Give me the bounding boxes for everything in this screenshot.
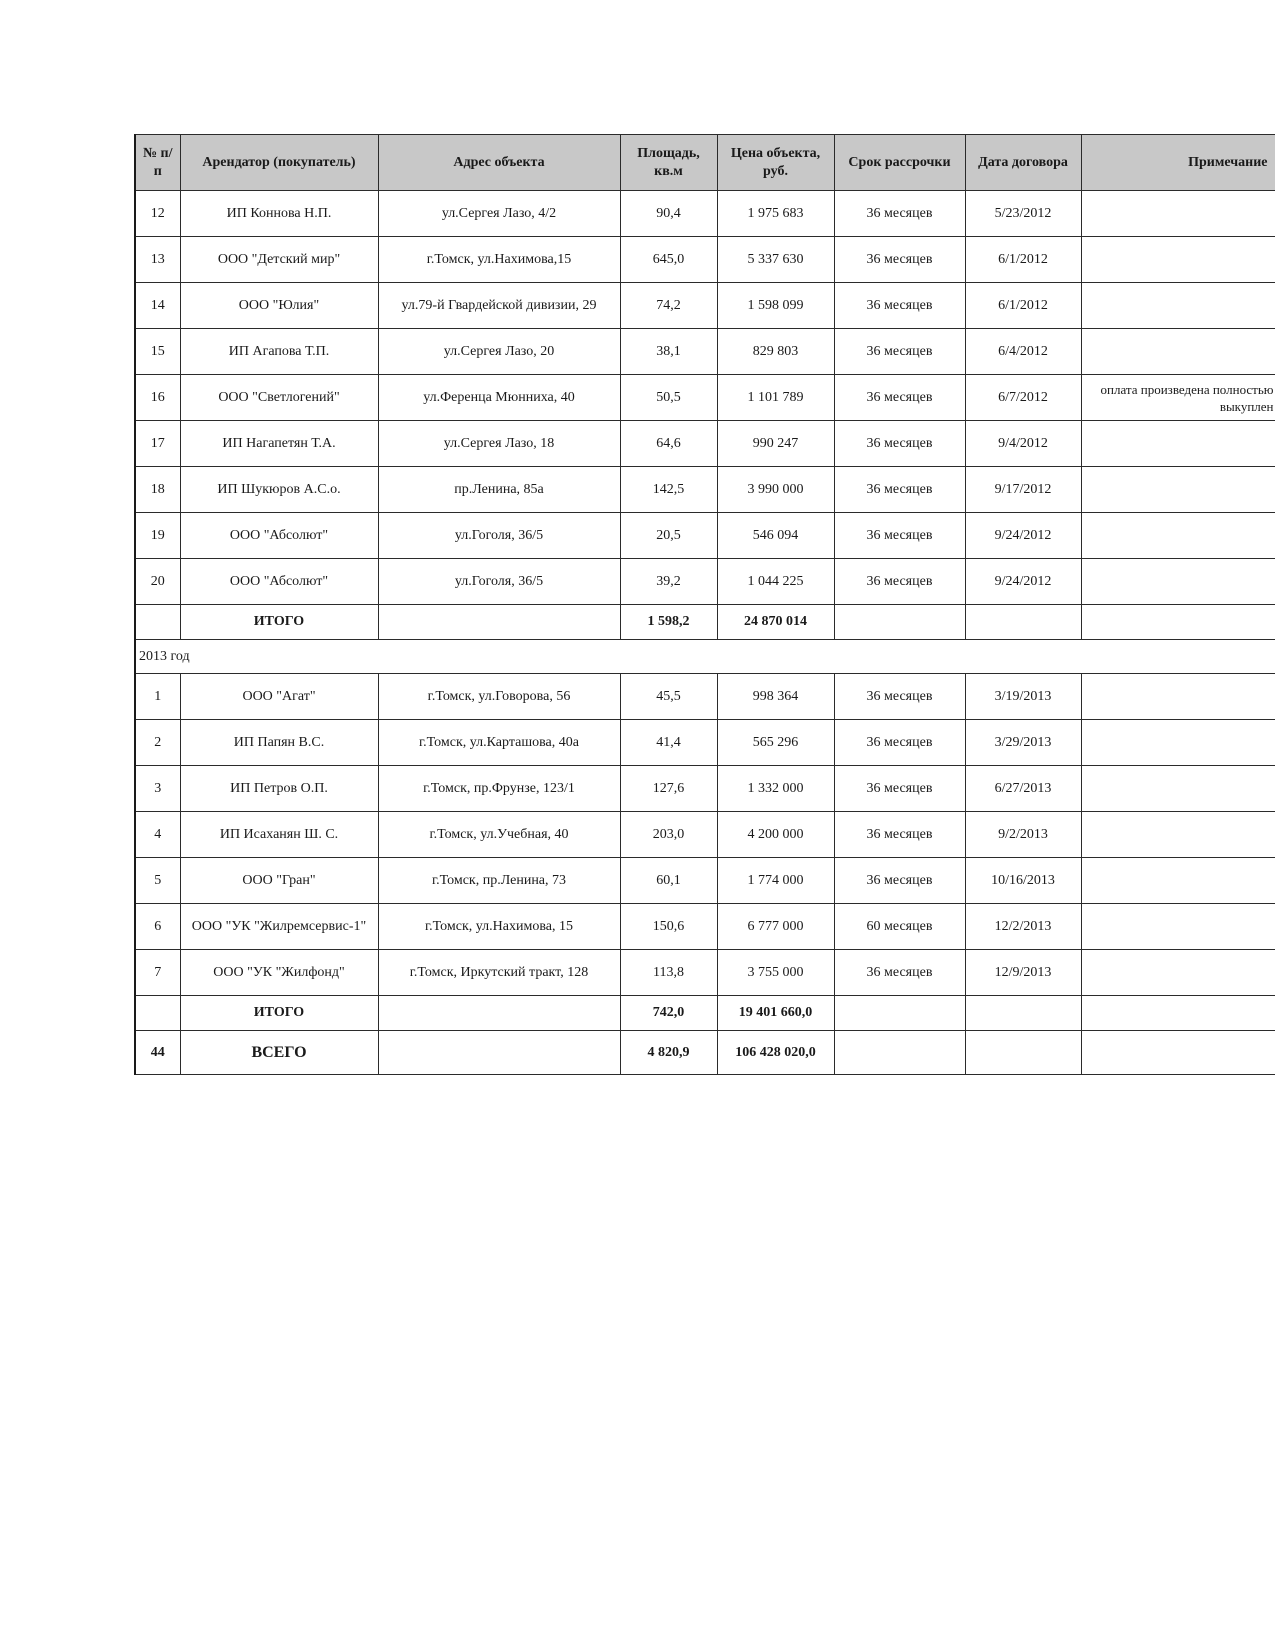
cell-area: 60,1	[620, 858, 717, 904]
cell-date: 6/27/2013	[965, 766, 1081, 812]
cell-tenant: ИП Исаханян Ш. С.	[180, 812, 378, 858]
cell-date: 3/29/2013	[965, 720, 1081, 766]
cell-num: 2	[135, 720, 180, 766]
cell-date: 12/2/2013	[965, 904, 1081, 950]
cell-note	[1081, 513, 1275, 559]
cell-date: 9/24/2012	[965, 513, 1081, 559]
cell-note	[1081, 283, 1275, 329]
cell-address: г.Томск, пр.Ленина, 73	[378, 858, 620, 904]
cell-note	[1081, 674, 1275, 720]
cell-address	[378, 996, 620, 1031]
cell-date: 9/17/2012	[965, 467, 1081, 513]
cell-address: ул.Ференца Мюнниха, 40	[378, 375, 620, 421]
cell-term: 36 месяцев	[834, 950, 965, 996]
cell-num: 6	[135, 904, 180, 950]
table-row	[135, 766, 1275, 812]
cell-price: 990 247	[717, 421, 834, 467]
cell-area: 38,1	[620, 329, 717, 375]
cell-num: 4	[135, 812, 180, 858]
cell-num: 14	[135, 283, 180, 329]
cell-term: 36 месяцев	[834, 559, 965, 605]
cell-area: 203,0	[620, 812, 717, 858]
cell-price: 1 598 099	[717, 283, 834, 329]
cell-area: 90,4	[620, 191, 717, 237]
cell-tenant: ООО "Светлогений"	[180, 375, 378, 421]
header-date: Дата договора	[965, 135, 1081, 191]
cell-area: 113,8	[620, 950, 717, 996]
cell-price: 1 774 000	[717, 858, 834, 904]
header-num: № п/п	[135, 135, 180, 191]
cell-tenant: ИП Коннова Н.П.	[180, 191, 378, 237]
cell-area: 127,6	[620, 766, 717, 812]
table-row	[135, 858, 1275, 904]
cell-date: 9/2/2013	[965, 812, 1081, 858]
grand-total-count: 44	[135, 1031, 180, 1075]
cell-price: 1 332 000	[717, 766, 834, 812]
cell-date: 9/24/2012	[965, 559, 1081, 605]
cell-note	[1081, 720, 1275, 766]
total-row-2012	[135, 605, 1275, 640]
table-row	[135, 904, 1275, 950]
cell-tenant: ООО "УК "Жилфонд"	[180, 950, 378, 996]
table-row	[135, 467, 1275, 513]
cell-term: 36 месяцев	[834, 421, 965, 467]
cell-term: 36 месяцев	[834, 858, 965, 904]
cell-note	[1081, 812, 1275, 858]
cell-date: 9/4/2012	[965, 421, 1081, 467]
document-sheet	[134, 134, 1275, 1075]
cell-term	[834, 1031, 965, 1075]
cell-term: 36 месяцев	[834, 766, 965, 812]
table-row	[135, 329, 1275, 375]
table-row	[135, 375, 1275, 421]
table-row	[135, 191, 1275, 237]
cell-note	[1081, 904, 1275, 950]
total-area: 1 598,2	[620, 605, 717, 640]
cell-term: 36 месяцев	[834, 720, 965, 766]
cell-note	[1081, 950, 1275, 996]
cell-num: 3	[135, 766, 180, 812]
year-separator-row	[135, 640, 1275, 674]
cell-note	[1081, 766, 1275, 812]
cell-date: 6/1/2012	[965, 283, 1081, 329]
cell-note	[1081, 559, 1275, 605]
total-row-2013	[135, 996, 1275, 1031]
cell-address: ул.79-й Гвардейской дивизии, 29	[378, 283, 620, 329]
cell-date: 6/7/2012	[965, 375, 1081, 421]
cell-address: г.Томск, ул.Говорова, 56	[378, 674, 620, 720]
year-label: 2013 год	[135, 640, 1275, 674]
cell-price: 6 777 000	[717, 904, 834, 950]
cell-address: ул.Гоголя, 36/5	[378, 513, 620, 559]
cell-num	[135, 996, 180, 1031]
cell-num: 5	[135, 858, 180, 904]
cell-term: 36 месяцев	[834, 375, 965, 421]
cell-price: 829 803	[717, 329, 834, 375]
cell-term: 36 месяцев	[834, 283, 965, 329]
cell-address: г.Томск, пр.Фрунзе, 123/1	[378, 766, 620, 812]
cell-area: 20,5	[620, 513, 717, 559]
cell-address: ул.Гоголя, 36/5	[378, 559, 620, 605]
cell-price: 1 975 683	[717, 191, 834, 237]
header-note: Примечание	[1081, 135, 1275, 191]
cell-num: 19	[135, 513, 180, 559]
cell-note	[1081, 605, 1275, 640]
cell-note: оплата произведена полностью выкуплен	[1081, 375, 1275, 421]
cell-term: 36 месяцев	[834, 812, 965, 858]
grand-total-area: 4 820,9	[620, 1031, 717, 1075]
cell-price: 5 337 630	[717, 237, 834, 283]
cell-tenant: ООО "Гран"	[180, 858, 378, 904]
table-row	[135, 513, 1275, 559]
total-price: 19 401 660,0	[717, 996, 834, 1031]
cell-price: 3 990 000	[717, 467, 834, 513]
cell-num: 15	[135, 329, 180, 375]
cell-address: пр.Ленина, 85а	[378, 467, 620, 513]
cell-tenant: ООО "Агат"	[180, 674, 378, 720]
cell-tenant: ООО "Юлия"	[180, 283, 378, 329]
cell-tenant: ИП Агапова Т.П.	[180, 329, 378, 375]
cell-date: 6/1/2012	[965, 237, 1081, 283]
table-row	[135, 237, 1275, 283]
cell-area: 645,0	[620, 237, 717, 283]
cell-address: ул.Сергея Лазо, 18	[378, 421, 620, 467]
grand-total-label: ВСЕГО	[180, 1031, 378, 1075]
cell-tenant: ООО "УК "Жилремсервис-1"	[180, 904, 378, 950]
table-row	[135, 283, 1275, 329]
cell-note	[1081, 191, 1275, 237]
header-area: Площадь, кв.м	[620, 135, 717, 191]
cell-tenant: ООО "Детский мир"	[180, 237, 378, 283]
table-row	[135, 950, 1275, 996]
sales-table	[134, 134, 1275, 1075]
cell-price: 1 101 789	[717, 375, 834, 421]
grand-total-row	[135, 1031, 1275, 1075]
cell-price: 1 044 225	[717, 559, 834, 605]
cell-area: 41,4	[620, 720, 717, 766]
cell-note	[1081, 858, 1275, 904]
cell-term	[834, 605, 965, 640]
cell-note	[1081, 996, 1275, 1031]
cell-area: 50,5	[620, 375, 717, 421]
cell-date: 10/16/2013	[965, 858, 1081, 904]
cell-note	[1081, 329, 1275, 375]
cell-price: 4 200 000	[717, 812, 834, 858]
table-row	[135, 421, 1275, 467]
header-tenant: Арендатор (покупатель)	[180, 135, 378, 191]
cell-num: 1	[135, 674, 180, 720]
cell-tenant: ИП Папян В.С.	[180, 720, 378, 766]
cell-tenant: ИП Шукюров А.С.о.	[180, 467, 378, 513]
cell-term: 36 месяцев	[834, 237, 965, 283]
cell-area: 150,6	[620, 904, 717, 950]
table-row	[135, 674, 1275, 720]
cell-date: 5/23/2012	[965, 191, 1081, 237]
cell-term: 36 месяцев	[834, 329, 965, 375]
cell-tenant: ООО "Абсолют"	[180, 513, 378, 559]
cell-area: 39,2	[620, 559, 717, 605]
cell-term: 36 месяцев	[834, 513, 965, 559]
cell-price: 565 296	[717, 720, 834, 766]
cell-num: 12	[135, 191, 180, 237]
cell-address: г.Томск, ул.Карташова, 40а	[378, 720, 620, 766]
cell-price: 3 755 000	[717, 950, 834, 996]
cell-date: 6/4/2012	[965, 329, 1081, 375]
header-address: Адрес объекта	[378, 135, 620, 191]
cell-num: 18	[135, 467, 180, 513]
cell-address: г.Томск, ул.Нахимова,15	[378, 237, 620, 283]
cell-term: 36 месяцев	[834, 467, 965, 513]
cell-num: 16	[135, 375, 180, 421]
header-price: Цена объекта, руб.	[717, 135, 834, 191]
total-label: ИТОГО	[180, 996, 378, 1031]
grand-total-price: 106 428 020,0	[717, 1031, 834, 1075]
cell-num: 7	[135, 950, 180, 996]
cell-num	[135, 605, 180, 640]
cell-area: 45,5	[620, 674, 717, 720]
cell-date	[965, 1031, 1081, 1075]
cell-date	[965, 605, 1081, 640]
cell-note	[1081, 1031, 1275, 1075]
table-row	[135, 559, 1275, 605]
header-row	[135, 135, 1275, 191]
cell-term: 36 месяцев	[834, 674, 965, 720]
cell-address	[378, 1031, 620, 1075]
cell-term: 36 месяцев	[834, 191, 965, 237]
cell-tenant: ООО "Абсолют"	[180, 559, 378, 605]
cell-term	[834, 996, 965, 1031]
cell-term: 60 месяцев	[834, 904, 965, 950]
cell-tenant: ИП Петров О.П.	[180, 766, 378, 812]
cell-address: ул.Сергея Лазо, 20	[378, 329, 620, 375]
cell-price: 546 094	[717, 513, 834, 559]
cell-price: 998 364	[717, 674, 834, 720]
cell-date: 12/9/2013	[965, 950, 1081, 996]
table-row	[135, 720, 1275, 766]
total-label: ИТОГО	[180, 605, 378, 640]
cell-num: 17	[135, 421, 180, 467]
cell-address	[378, 605, 620, 640]
cell-num: 20	[135, 559, 180, 605]
header-term: Срок рассрочки	[834, 135, 965, 191]
total-price: 24 870 014	[717, 605, 834, 640]
cell-note	[1081, 421, 1275, 467]
cell-address: г.Томск, ул.Учебная, 40	[378, 812, 620, 858]
cell-address: г.Томск, ул.Нахимова, 15	[378, 904, 620, 950]
cell-address: г.Томск, Иркутский тракт, 128	[378, 950, 620, 996]
cell-note	[1081, 467, 1275, 513]
cell-date: 3/19/2013	[965, 674, 1081, 720]
total-area: 742,0	[620, 996, 717, 1031]
table-row	[135, 812, 1275, 858]
cell-address: ул.Сергея Лазо, 4/2	[378, 191, 620, 237]
cell-note	[1081, 237, 1275, 283]
cell-area: 74,2	[620, 283, 717, 329]
cell-area: 142,5	[620, 467, 717, 513]
cell-date	[965, 996, 1081, 1031]
cell-area: 64,6	[620, 421, 717, 467]
cell-tenant: ИП Нагапетян Т.А.	[180, 421, 378, 467]
cell-num: 13	[135, 237, 180, 283]
